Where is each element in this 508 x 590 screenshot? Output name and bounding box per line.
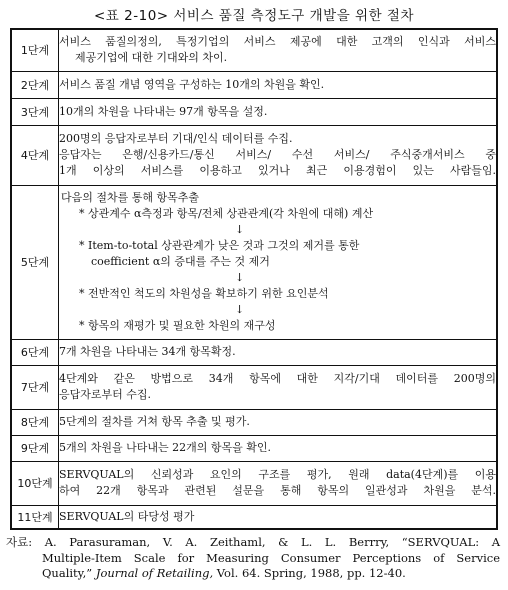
- step-label: 11단계: [11, 505, 59, 529]
- table-row: [11, 409, 497, 435]
- down-arrow-icon: ↓: [235, 271, 245, 284]
- desc-line: SERVQUAL의 타당성 평가: [59, 509, 195, 523]
- desc-line: 5개의 차원을 나타내는 22개의 항목을 확인.: [59, 441, 271, 454]
- source-text: Quality,”: [42, 566, 93, 580]
- desc-line: 응답자는 은행/신용카드/통신 서비스/ 수선 서비스/ 주식중개서비스 중: [59, 148, 496, 161]
- desc-line: 200명의 응답자로부터 기대/인식 데이터를 수집.: [59, 132, 293, 145]
- table-row: [11, 365, 497, 409]
- step-description: [59, 29, 498, 71]
- table-row: [11, 125, 497, 185]
- step-label: 3단계: [11, 98, 59, 125]
- step-description: [59, 435, 498, 461]
- source-line: [6, 535, 500, 551]
- desc-line: 7개 차원을 나타내는 34개 항목확정.: [59, 345, 236, 358]
- desc-line: 다음의 절차를 통해 항목추출: [61, 191, 200, 204]
- desc-line: 하여 22개 항목과 관련된 설문을 통해 항목의 일관성과 차원을 분석.: [59, 484, 496, 497]
- desc-line: * 전반적인 척도의 차원성을 확보하기 위한 요인분석: [79, 287, 329, 300]
- step-description: [59, 365, 498, 409]
- step-description: [59, 185, 498, 339]
- desc-line: 제공기업에 대한 기대와의 차이.: [75, 51, 228, 65]
- table-row: [11, 435, 497, 461]
- step-label: 9단계: [11, 435, 59, 461]
- step-label: 4단계: [11, 125, 59, 185]
- table-row: [11, 505, 497, 529]
- table-row: [11, 339, 497, 365]
- step-label: 10단계: [11, 461, 59, 505]
- desc-line: * 항목의 재평가 및 필요한 차원의 재구성: [79, 319, 276, 332]
- step-label: 8단계: [11, 409, 59, 435]
- step-description: [59, 505, 498, 529]
- source-text: Vol. 64. Spring, 1988, pp. 12-40.: [216, 566, 406, 580]
- source-text: A. Parasuraman, V. A. Zeithaml, & L. L. Berrry, “SERVQUAL: A: [44, 535, 501, 549]
- step-description: [59, 71, 498, 98]
- desc-line: * 상관계수 α측정과 항목/전체 상관관계(각 차원에 대해) 계산: [79, 207, 374, 220]
- desc-line: 서비스 품질의정의, 특정기업의 서비스 제공에 대한 고객의 인식과 서비스: [59, 35, 496, 49]
- down-arrow-icon: ↓: [235, 303, 245, 316]
- table-row: [11, 29, 497, 71]
- procedure-table: [10, 28, 498, 530]
- desc-line: 서비스 품질 개념 영역을 구성하는 10개의 차원을 확인.: [59, 77, 325, 91]
- step-label: 5단계: [11, 185, 59, 339]
- step-label: 2단계: [11, 71, 59, 98]
- step-label: 6단계: [11, 339, 59, 365]
- journal-name: Journal of Retailing,: [95, 566, 214, 580]
- source-prefix: 자료:: [6, 535, 33, 549]
- table-row: [11, 185, 497, 339]
- desc-line: SERVQUAL의 신뢰성과 요인의 구조를 평가, 원래 data(4단계)를 이용: [59, 468, 496, 481]
- desc-line: 1개 이상의 서비스를 이용하고 있거나 최근 이용경험이 있는 사람들임.: [59, 164, 496, 177]
- desc-line: * Item-to-total 상관관계가 낮은 것과 그것의 제거를 통한: [79, 239, 360, 252]
- table-title: <표 2-10> 서비스 품질 측정도구 개발을 위한 절차: [94, 8, 414, 24]
- source-line: [6, 566, 500, 582]
- source-note: [6, 535, 500, 582]
- desc-line: coefficient α의 증대를 주는 것 제거: [91, 255, 270, 268]
- step-label: 1단계: [11, 29, 59, 71]
- step-description: [59, 125, 498, 185]
- step-description: [59, 98, 498, 125]
- table-row: [11, 98, 497, 125]
- desc-line: 10개의 차원을 나타내는 97개 항목을 설정.: [59, 104, 268, 118]
- desc-line: 4단계와 같은 방법으로 34개 항목에 대한 지각/기대 데이터를 200명의: [59, 372, 496, 385]
- source-line: Multiple-Item Scale for Measuring Consumer Perceptions of Service: [42, 550, 500, 565]
- desc-line: 5단계의 절차를 거쳐 항목 추출 및 평가.: [59, 415, 250, 428]
- desc-line: 응답자로부터 수집.: [59, 388, 152, 401]
- table-row: [11, 71, 497, 98]
- table-row: [11, 461, 497, 505]
- step-description: [59, 409, 498, 435]
- down-arrow-icon: ↓: [235, 223, 245, 236]
- step-label: 7단계: [11, 365, 59, 409]
- step-description: [59, 339, 498, 365]
- step-description: [59, 461, 498, 505]
